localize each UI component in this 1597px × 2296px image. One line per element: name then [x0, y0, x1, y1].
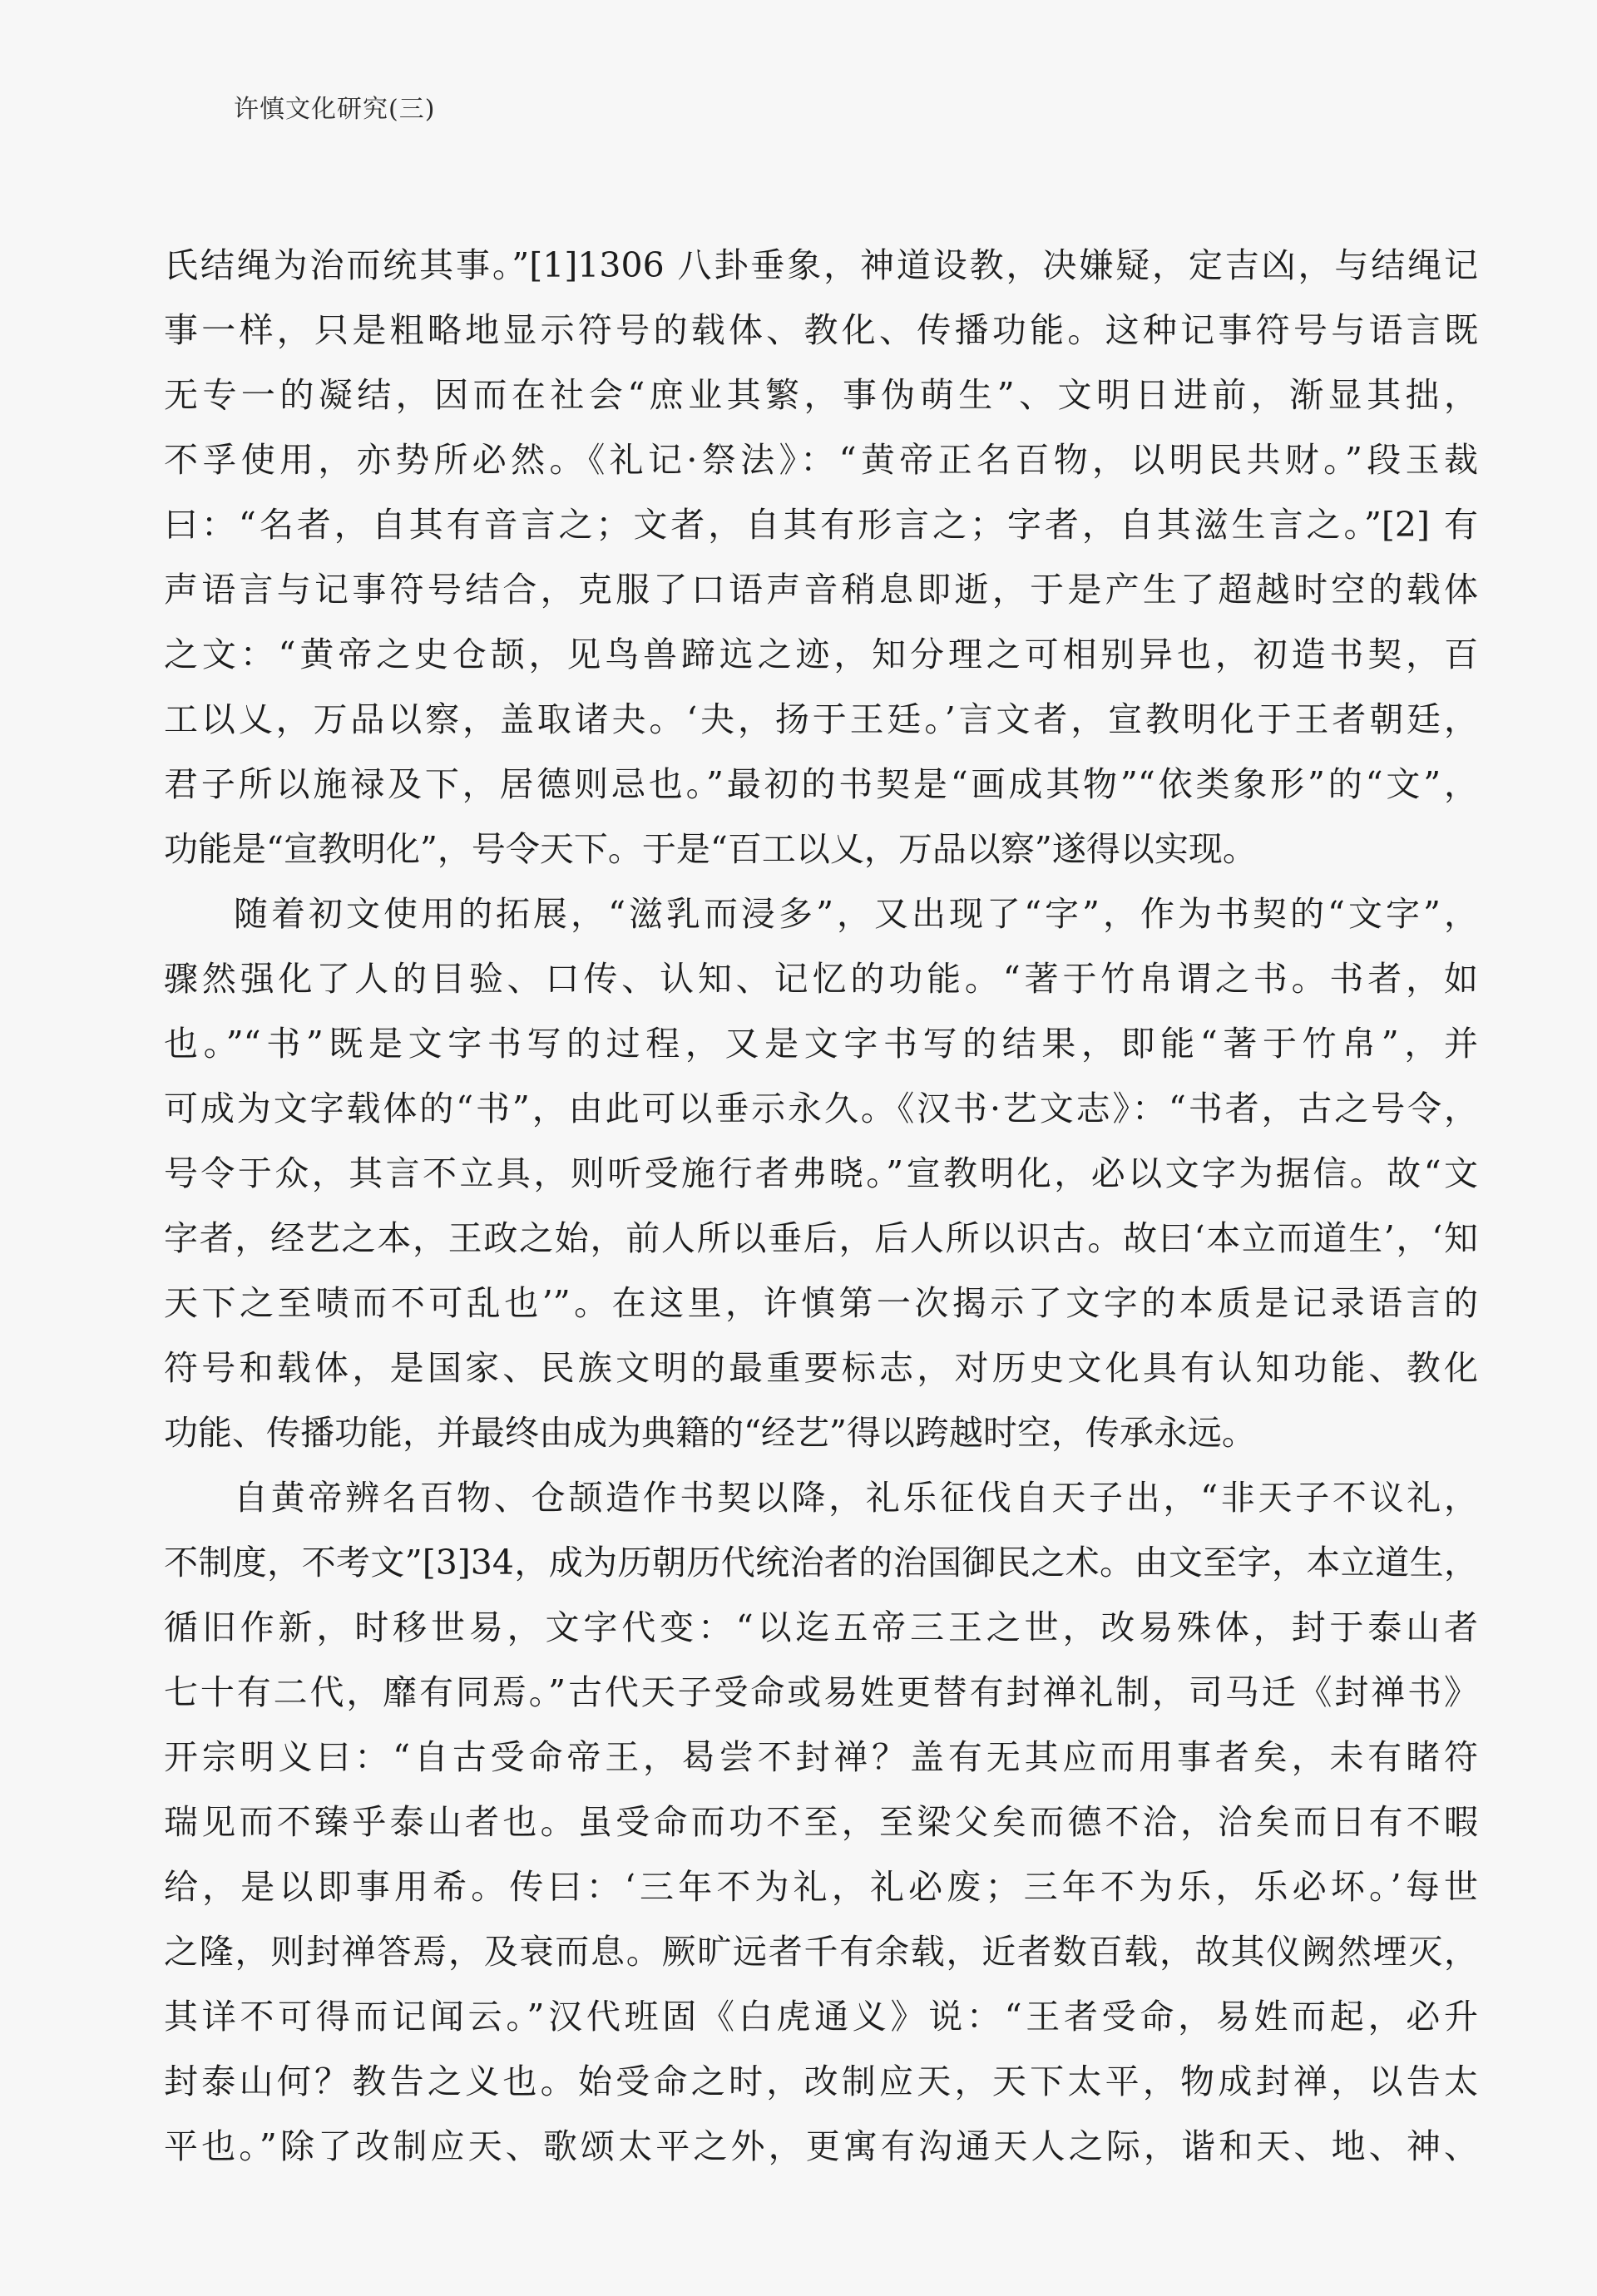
text-line: 开宗明义曰：“自古受命帝王，曷尝不封禅？盖有无其应而用事者矣，未有睹符: [164, 1737, 1478, 1777]
text-line: 功能是“宣教明化”，号令天下。于是“百工以乂，万品以察”遂得以实现。: [164, 829, 1257, 869]
text-line: 事一样，只是粗略地显示符号的载体、教化、传播功能。这种记事符号与语言既: [164, 310, 1478, 350]
text-line: 自黄帝辨名百物、仓颉造作书契以降，礼乐征伐自天子出，“非天子不议礼，: [234, 1478, 1478, 1518]
text-line: 曰：“名者，自其有音言之；文者，自其有形言之；字者，自其滋生言之。”[2] 有: [164, 505, 1478, 545]
paragraph-3: [164, 1465, 1478, 2179]
text-line: 天下之至啧而不可乱也’”。在这里，许慎第一次揭示了文字的本质是记录语言的: [164, 1283, 1478, 1323]
text-line: 无专一的凝结，因而在社会“庶业其繁，事伪萌生”、文明日进前，渐显其拙，: [164, 375, 1478, 415]
text-line: 工以乂，万品以察，盖取诸夬。‘夬，扬于王廷。’言文者，宣教明化于王者朝廷，: [164, 699, 1478, 739]
text-line: 平也。”除了改制应天、歌颂太平之外，更寓有沟通天人之际，谐和天、地、神、: [164, 2126, 1478, 2166]
text-line: 随着初文使用的拓展，“滋乳而浸多”，又出现了“字”，作为书契的“文字”，: [234, 894, 1478, 934]
paragraph-2: [164, 881, 1478, 1465]
text-line: 功能、传播功能，并最终由成为典籍的“经艺”得以跨越时空，传承永远。: [164, 1413, 1256, 1453]
text-line: 符号和载体，是国家、民族文明的最重要标志，对历史文化具有认知功能、教化: [164, 1348, 1478, 1388]
paragraph-1: [164, 233, 1478, 881]
text-line: 循旧作新，时移世易，文字代变：“以迄五帝三王之世，改易殊体，封于泰山者: [164, 1607, 1478, 1647]
text-line: 之隆，则封禅答焉，及衰而息。厥旷远者千有余载，近者数百载，故其仪阙然堙灭，: [164, 1932, 1478, 1972]
text-line: 君子所以施禄及下，居德则忌也。”最初的书契是“画成其物”“依类象形”的“文”，: [164, 764, 1478, 804]
text-line: 也。”“书”既是文字书写的过程，又是文字书写的结果，即能“著于竹帛”，并: [164, 1024, 1478, 1064]
body-text: [164, 233, 1478, 2179]
text-line: 字者，经艺之本，王政之始，前人所以垂后，后人所以识古。故曰‘本立而道生’，‘知: [164, 1218, 1478, 1258]
text-line: 封泰山何？教告之义也。始受命之时，改制应天，天下太平，物成封禅，以告太: [164, 2061, 1478, 2101]
text-line: 之文：“黄帝之史仓颉，见鸟兽蹄迒之迹，知分理之可相别异也，初造书契，百: [164, 634, 1478, 674]
text-line: 骤然强化了人的目验、口传、认知、记忆的功能。“著于竹帛谓之书。书者，如: [164, 959, 1478, 999]
text-line: 号令于众，其言不立具，则听受施行者弗晓。”宣教明化，必以文字为据信。故“文: [164, 1153, 1478, 1193]
text-line: 不孚使用，亦势所必然。《礼记·祭法》：“黄帝正名百物，以明民共财。”段玉裁: [164, 440, 1478, 480]
text-line: 瑞见而不臻乎泰山者也。虽受命而功不至，至梁父矣而德不洽，洽矣而日有不暇: [164, 1802, 1478, 1842]
text-line: 声语言与记事符号结合，克服了口语声音稍息即逝，于是产生了超越时空的载体: [164, 570, 1478, 610]
text-line: 七十有二代，靡有同焉。”古代天子受命或易姓更替有封禅礼制，司马迁《封禅书》: [164, 1672, 1478, 1712]
text-line: 氏结绳为治而统其事。”[1]1306 八卦垂象，神道设教，决嫌疑，定吉凶，与结绳记: [164, 245, 1478, 285]
text-line: 其详不可得而记闻云。”汉代班固《白虎通义》说：“王者受命，易姓而起，必升: [164, 1997, 1478, 2037]
text-line: 可成为文字载体的“书”，由此可以垂示永久。《汉书·艺文志》：“书者，古之号令，: [164, 1089, 1478, 1128]
text-line: 给，是以即事用希。传曰：‘三年不为礼，礼必废；三年不为乐，乐必坏。’每世: [164, 1867, 1478, 1907]
text-line: 不制度，不考文”[3]34，成为历朝历代统治者的治国御民之术。由文至字，本立道生，: [164, 1543, 1478, 1583]
running-header-title: 许慎文化研究(三): [234, 95, 436, 124]
